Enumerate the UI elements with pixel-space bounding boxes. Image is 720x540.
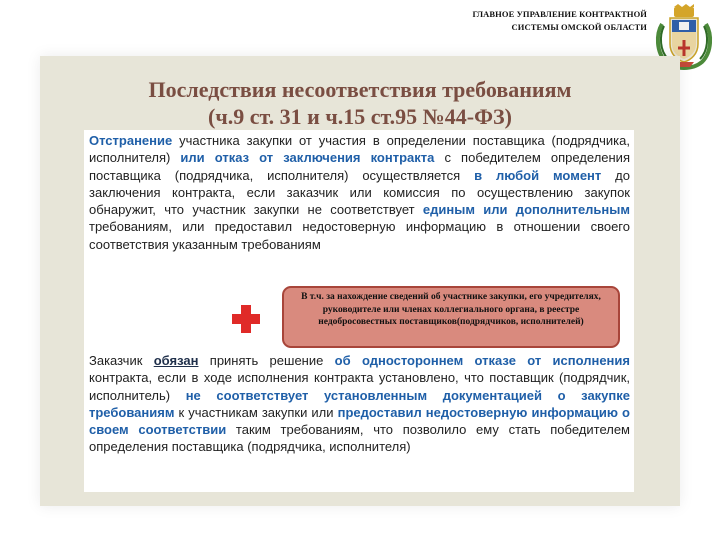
paragraph-contract-termination (89, 352, 630, 456)
text-segment: контракта, если в ходе исполнения контракта установлено, что поставщик (подрядчик, исполнитель) (89, 370, 630, 403)
plus-icon (232, 305, 260, 333)
term-any-moment: в любой момент (474, 167, 602, 183)
org-name-line1: ГЛАВНОЕ УПРАВЛЕНИЕ КОНТРАКТНОЙ (472, 9, 647, 19)
text-segment: с победителем определения поставщика (подрядчика, исполнителя) осуществляется (89, 150, 630, 183)
term-disqualification: Отстранение (89, 133, 173, 148)
org-header (473, 8, 648, 34)
text-segment: к участникам закупки или (174, 404, 338, 420)
text-segment: участника закупки от участия в определении поставщика (подрядчика, исполнителя) (89, 133, 630, 166)
term-requirements: единым или дополнительным (422, 202, 630, 218)
registry-note-box: В т.ч. за нахождение сведений об участнике закупки, его учредителях, руководителе или членах коллегиального органа, в реестре недобросовестных поставщиков(подрядчиков, исполнителей) (282, 286, 620, 348)
text-segment: таким требованиям, что позволило ему стать победителем определения поставщика (подрядчика, исполнителя) (89, 422, 630, 455)
term-unilateral-refusal: об одностороннем отказе от исполнения (334, 353, 630, 368)
slide-title-line1: Последствия несоответствия требованиям (148, 77, 572, 102)
paragraph-disqualification (89, 132, 630, 253)
text-segment: Заказчик (89, 353, 154, 368)
text-segment: требованиям, или предоставил недостоверную информацию в отношении своего соответствия указанным требованиям (89, 219, 630, 252)
term-false-info: предоставил недостоверную информацию о своем соответствии (89, 404, 630, 438)
term-obliged: обязан (153, 353, 199, 368)
term-noncompliance: не соответствует установленным документацией о закупке требованиям (89, 387, 631, 420)
term-refusal: или отказ от заключения контракта (180, 150, 435, 166)
text-segment: до заключения контракта, если заказчик или комиссия по осуществлению закупок обнаружит, что участник закупки не соответствует (89, 167, 630, 218)
slide-title-line2: (ч.9 ст. 31 и ч.15 ст.95 №44-ФЗ) (208, 104, 512, 129)
text-segment: принять решение (198, 353, 335, 368)
slide-title (40, 76, 680, 130)
org-name-line2: СИСТЕМЫ ОМСКОЙ ОБЛАСТИ (511, 22, 647, 32)
